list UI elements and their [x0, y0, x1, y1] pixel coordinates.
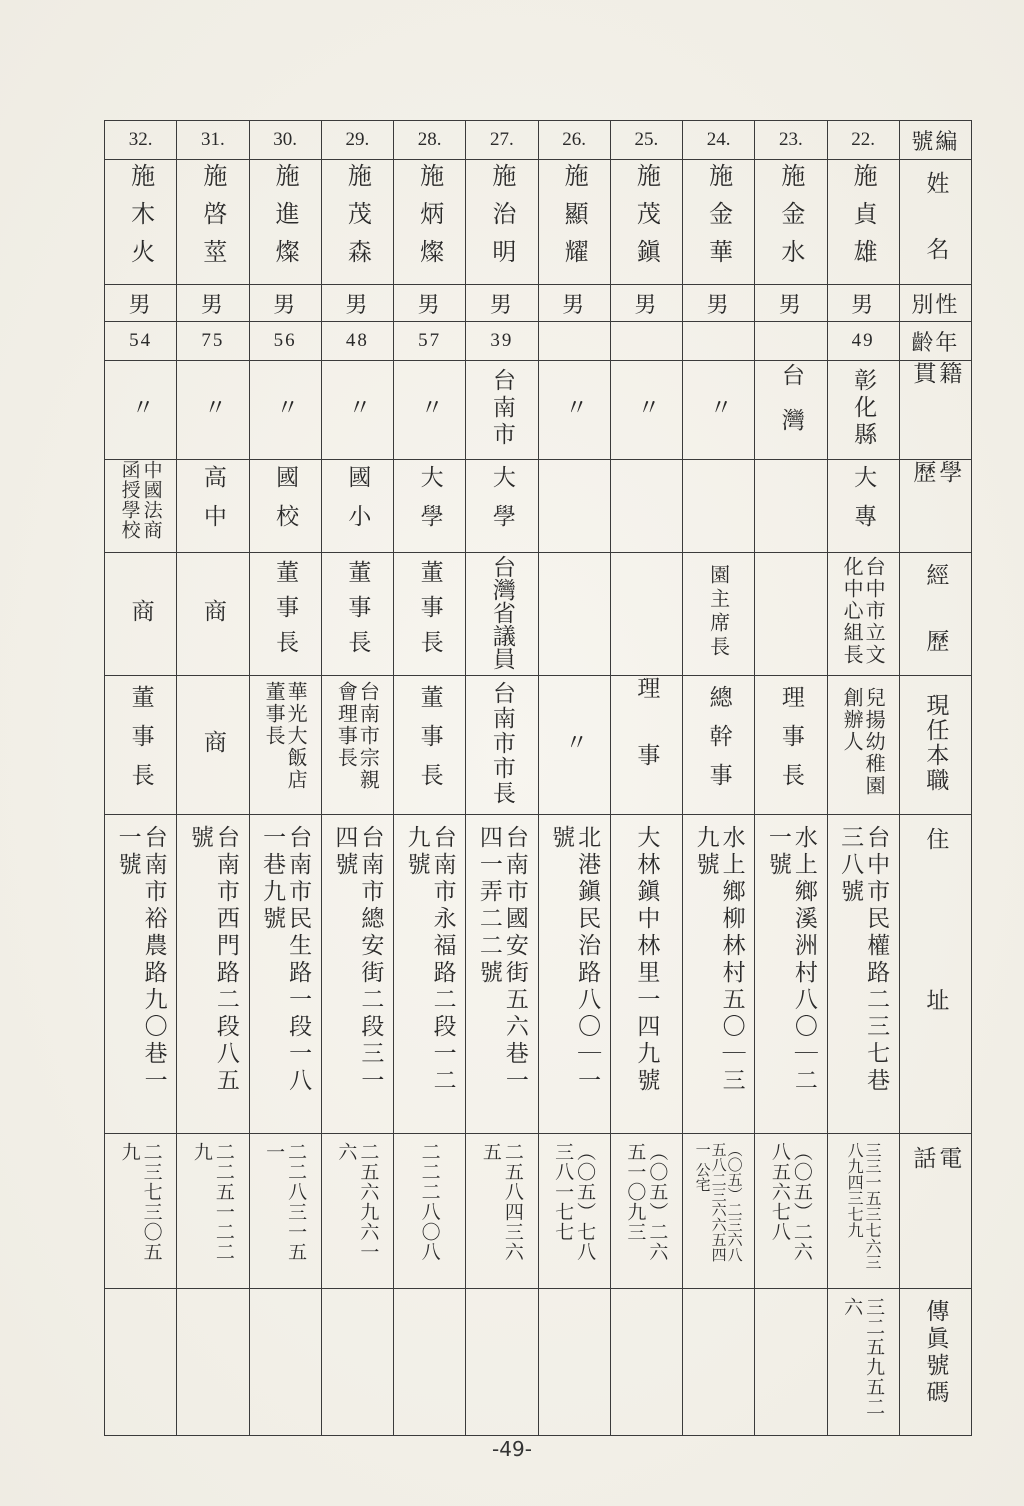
cell-addr-28: 台南市永福路二段一二九號 [394, 815, 466, 1134]
cell-age-23 [755, 322, 827, 361]
cell-name-23: 施金水 [755, 160, 827, 285]
cell-fax-22: 三二五九五二六 [827, 1289, 899, 1436]
cell-tel-31: 二二五一二二九 [177, 1134, 249, 1289]
cell-exp-28: 董事長 [394, 553, 466, 676]
cell-exp-29: 董事長 [321, 553, 393, 676]
cell-exp-23 [755, 553, 827, 676]
header-sex: 別性 [899, 285, 971, 322]
cell-age-32: 54 [105, 322, 177, 361]
header-name: 姓 名 [899, 160, 971, 285]
cell-fax-24 [683, 1289, 755, 1436]
cell-place-26: 〃 [538, 361, 610, 460]
header-native-place: 籍 貫 [899, 361, 971, 460]
cell-name-24: 施金華 [683, 160, 755, 285]
cell-job-28: 董事長 [394, 676, 466, 815]
cell-place-23: 台灣 [755, 361, 827, 460]
header-education: 學 歷 [899, 460, 971, 553]
cell-tel-22: 三三一五三七六三八九四三七九 [827, 1134, 899, 1289]
header-experience: 經 歷 [899, 553, 971, 676]
cell-sex-23: 男 [755, 285, 827, 322]
cell-addr-24: 水上鄉柳林村五〇｜三九號 [683, 815, 755, 1134]
cell-place-32: 〃 [105, 361, 177, 460]
cell-sex-30: 男 [249, 285, 321, 322]
cell-num-31: 31. [177, 121, 249, 160]
cell-name-31: 施啓莖 [177, 160, 249, 285]
cell-sex-25: 男 [610, 285, 682, 322]
row-number [105, 121, 972, 160]
cell-addr-27: 台南市國安街五六巷一四一弄二二號 [466, 815, 538, 1134]
cell-sex-24: 男 [683, 285, 755, 322]
cell-job-32: 董事長 [105, 676, 177, 815]
cell-fax-26 [538, 1289, 610, 1436]
cell-num-23: 23. [755, 121, 827, 160]
cell-name-26: 施顯耀 [538, 160, 610, 285]
cell-edu-25 [610, 460, 682, 553]
cell-tel-30: 二二八三一五一 [249, 1134, 321, 1289]
cell-sex-26: 男 [538, 285, 610, 322]
cell-place-27: 台南市 [466, 361, 538, 460]
cell-addr-25: 大林鎭中林里一四九號 [610, 815, 682, 1134]
cell-age-26 [538, 322, 610, 361]
cell-age-29: 48 [321, 322, 393, 361]
cell-sex-22: 男 [827, 285, 899, 322]
cell-num-22: 22. [827, 121, 899, 160]
row-name [105, 160, 972, 285]
cell-num-27: 27. [466, 121, 538, 160]
cell-fax-23 [755, 1289, 827, 1436]
cell-name-29: 施茂森 [321, 160, 393, 285]
cell-job-31: 商 [177, 676, 249, 815]
cell-exp-26 [538, 553, 610, 676]
cell-exp-31: 商 [177, 553, 249, 676]
cell-age-24 [683, 322, 755, 361]
cell-name-25: 施茂鎭 [610, 160, 682, 285]
cell-sex-28: 男 [394, 285, 466, 322]
cell-place-29: 〃 [321, 361, 393, 460]
cell-job-29: 台南市宗親會理事長 [321, 676, 393, 815]
cell-addr-30: 台南市民生路一段一八一巷九號 [249, 815, 321, 1134]
cell-num-26: 26. [538, 121, 610, 160]
cell-name-30: 施進燦 [249, 160, 321, 285]
cell-exp-25 [610, 553, 682, 676]
header-fax: 傳眞號碼 [899, 1289, 971, 1436]
cell-addr-29: 台南市總安街二段三一四號 [321, 815, 393, 1134]
cell-job-30: 華光大飯店董事長 [249, 676, 321, 815]
page-number: -49- [492, 1437, 532, 1461]
cell-exp-30: 董事長 [249, 553, 321, 676]
row-address [105, 815, 972, 1134]
cell-num-28: 28. [394, 121, 466, 160]
row-experience [105, 553, 972, 676]
cell-edu-32: 中國法商函授學校 [105, 460, 177, 553]
cell-fax-30 [249, 1289, 321, 1436]
cell-sex-27: 男 [466, 285, 538, 322]
cell-place-31: 〃 [177, 361, 249, 460]
cell-exp-22: 台中市立文化中心組長 [827, 553, 899, 676]
cell-sex-31: 男 [177, 285, 249, 322]
cell-place-24: 〃 [683, 361, 755, 460]
cell-place-22: 彰化縣 [827, 361, 899, 460]
cell-name-28: 施炳燦 [394, 160, 466, 285]
header-current-position: 現任本職 [899, 676, 971, 815]
cell-tel-27: 二五八四三六五 [466, 1134, 538, 1289]
cell-job-22: 兒揚幼稚園創辦人 [827, 676, 899, 815]
header-telephone: 電 話 [899, 1134, 971, 1289]
cell-tel-32: 二三七三〇五九 [105, 1134, 177, 1289]
row-native-place [105, 361, 972, 460]
cell-place-28: 〃 [394, 361, 466, 460]
cell-age-31: 75 [177, 322, 249, 361]
row-education [105, 460, 972, 553]
cell-fax-29 [321, 1289, 393, 1436]
cell-name-22: 施貞雄 [827, 160, 899, 285]
cell-exp-24: 園主席長 [683, 553, 755, 676]
cell-job-23: 理事長 [755, 676, 827, 815]
cell-name-27: 施治明 [466, 160, 538, 285]
cell-age-25 [610, 322, 682, 361]
cell-job-24: 總幹事 [683, 676, 755, 815]
row-sex [105, 285, 972, 322]
cell-num-32: 32. [105, 121, 177, 160]
cell-num-25: 25. [610, 121, 682, 160]
row-current-position [105, 676, 972, 815]
cell-edu-28: 大學 [394, 460, 466, 553]
cell-age-28: 57 [394, 322, 466, 361]
cell-addr-31: 台南市西門路二段八五號 [177, 815, 249, 1134]
header-age: 齡年 [899, 322, 971, 361]
cell-fax-32 [105, 1289, 177, 1436]
cell-edu-27: 大學 [466, 460, 538, 553]
cell-job-27: 台南市市長 [466, 676, 538, 815]
cell-exp-32: 商 [105, 553, 177, 676]
row-fax [105, 1289, 972, 1436]
cell-edu-24 [683, 460, 755, 553]
row-age [105, 322, 972, 361]
cell-addr-23: 水上鄉溪洲村八〇｜二一號 [755, 815, 827, 1134]
cell-edu-22: 大專 [827, 460, 899, 553]
cell-edu-31: 高中 [177, 460, 249, 553]
cell-addr-26: 北港鎭民治路八〇｜一號 [538, 815, 610, 1134]
cell-name-32: 施木火 [105, 160, 177, 285]
cell-num-30: 30. [249, 121, 321, 160]
cell-edu-23 [755, 460, 827, 553]
cell-place-25: 〃 [610, 361, 682, 460]
cell-exp-27: 台灣省議員 [466, 553, 538, 676]
cell-sex-29: 男 [321, 285, 393, 322]
cell-place-30: 〃 [249, 361, 321, 460]
header-num: 號編 [899, 121, 971, 160]
cell-tel-29: 二五六九六一六 [321, 1134, 393, 1289]
cell-age-22: 49 [827, 322, 899, 361]
cell-age-30: 56 [249, 322, 321, 361]
cell-tel-26: （〇五）七八三八一七七 [538, 1134, 610, 1289]
header-address: 住 址 [899, 815, 971, 1134]
cell-num-29: 29. [321, 121, 393, 160]
cell-fax-25 [610, 1289, 682, 1436]
cell-num-24: 24. [683, 121, 755, 160]
cell-fax-27 [466, 1289, 538, 1436]
cell-sex-32: 男 [105, 285, 177, 322]
cell-edu-26 [538, 460, 610, 553]
row-telephone [105, 1134, 972, 1289]
cell-addr-22: 台中市民權路二三七巷三八號 [827, 815, 899, 1134]
cell-fax-28 [394, 1289, 466, 1436]
cell-age-27: 39 [466, 322, 538, 361]
cell-edu-30: 國校 [249, 460, 321, 553]
cell-tel-24: （〇五）二三六八五八二三六六五四一 公宅 [683, 1134, 755, 1289]
cell-addr-32: 台南市裕農路九〇巷一一號 [105, 815, 177, 1134]
member-register-table [104, 120, 972, 1436]
cell-fax-31 [177, 1289, 249, 1436]
cell-tel-25: （〇五）二六五一〇九三 [610, 1134, 682, 1289]
cell-job-25: 理事 [610, 676, 682, 815]
cell-tel-23: （〇五）二六八五六七八 [755, 1134, 827, 1289]
cell-edu-29: 國小 [321, 460, 393, 553]
cell-tel-28: 二二二八〇八 [394, 1134, 466, 1289]
cell-job-26: 〃 [538, 676, 610, 815]
